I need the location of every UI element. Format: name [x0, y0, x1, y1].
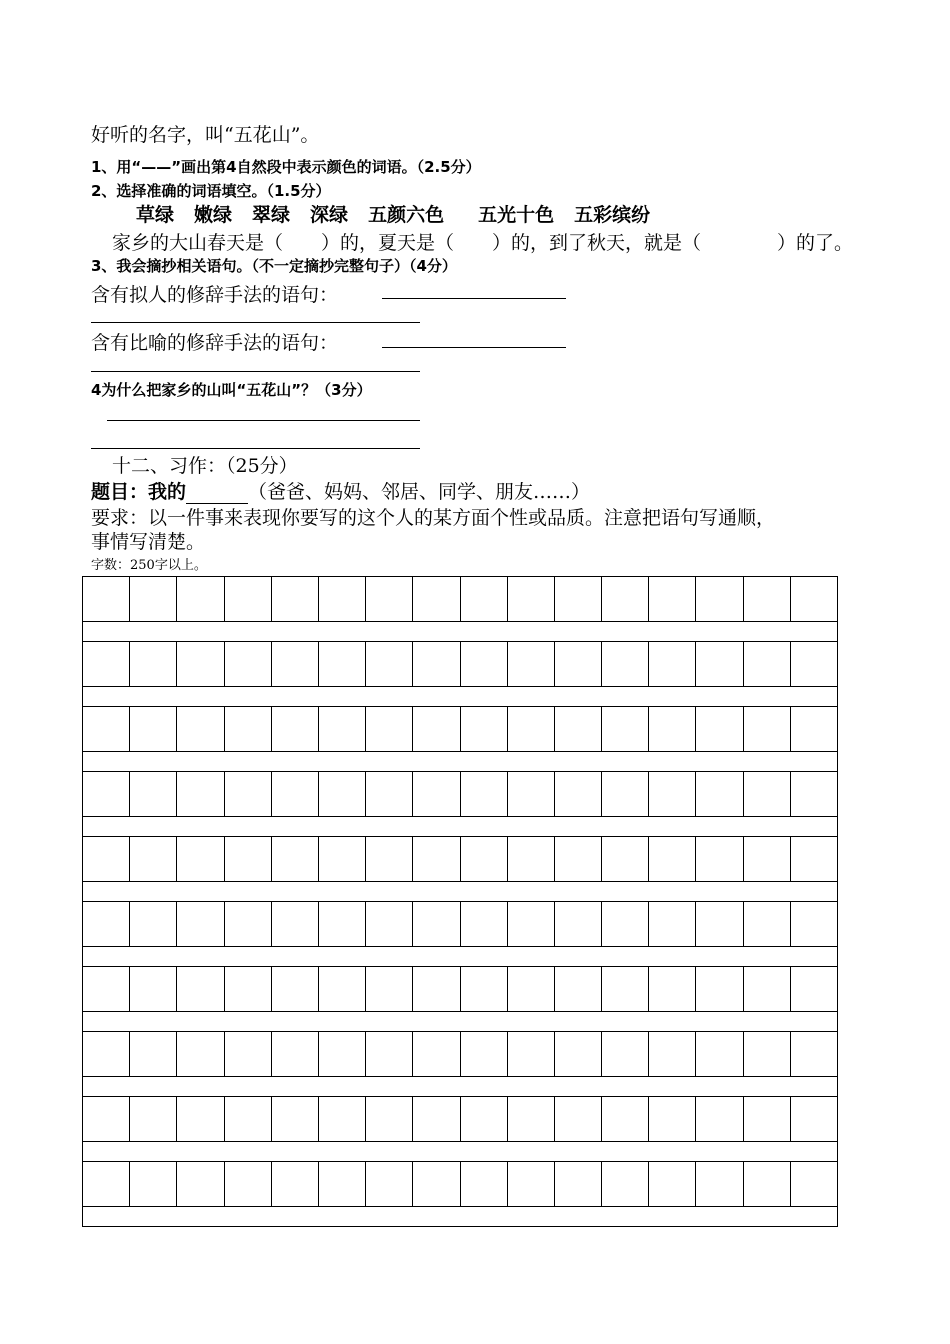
grid-cell[interactable]	[130, 967, 177, 1011]
grid-cell[interactable]	[413, 837, 460, 881]
grid-cell[interactable]	[319, 577, 366, 621]
grid-cell[interactable]	[319, 772, 366, 816]
grid-cell[interactable]	[461, 1032, 508, 1076]
grid-cell[interactable]	[508, 967, 555, 1011]
grid-gap	[83, 687, 837, 707]
grid-cell[interactable]	[791, 577, 837, 621]
word-choice: 草绿	[136, 204, 175, 226]
grid-cell[interactable]	[791, 1032, 837, 1076]
grid-cell[interactable]	[225, 1162, 272, 1206]
grid-cell[interactable]	[744, 967, 791, 1011]
grid-cell[interactable]	[696, 967, 743, 1011]
grid-cell[interactable]	[696, 837, 743, 881]
grid-cell[interactable]	[602, 707, 649, 751]
grid-gap	[83, 1207, 837, 1227]
grid-cell[interactable]	[744, 707, 791, 751]
grid-cell[interactable]	[366, 1032, 413, 1076]
grid-cell[interactable]	[696, 577, 743, 621]
grid-cell[interactable]	[649, 1162, 696, 1206]
grid-cell[interactable]	[319, 1032, 366, 1076]
grid-cell[interactable]	[791, 772, 837, 816]
grid-cell[interactable]	[508, 772, 555, 816]
question-1: 1、用“——”画出第4自然段中表示颜色的词语。（2.5分）	[91, 158, 481, 176]
grid-cell[interactable]	[555, 707, 602, 751]
grid-cell[interactable]	[319, 967, 366, 1011]
grid-cell[interactable]	[177, 577, 224, 621]
intro-line: 好听的名字，叫“五花山”。	[91, 124, 320, 146]
grid-cell[interactable]	[177, 837, 224, 881]
grid-cell[interactable]	[649, 902, 696, 946]
grid-cell[interactable]	[461, 837, 508, 881]
grid-cell[interactable]	[413, 1032, 460, 1076]
answer-line[interactable]	[382, 298, 566, 299]
grid-cell[interactable]	[272, 1032, 319, 1076]
grid-cell[interactable]	[508, 1097, 555, 1141]
grid-cell[interactable]	[791, 642, 837, 686]
grid-row	[83, 902, 837, 947]
answer-line[interactable]	[91, 322, 420, 323]
grid-row	[83, 837, 837, 882]
grid-cell[interactable]	[83, 1162, 130, 1206]
grid-cell[interactable]	[413, 1162, 460, 1206]
grid-cell[interactable]	[413, 577, 460, 621]
grid-cell[interactable]	[177, 772, 224, 816]
grid-cell[interactable]	[319, 707, 366, 751]
grid-row	[83, 1032, 837, 1077]
grid-cell[interactable]	[649, 967, 696, 1011]
grid-cell[interactable]	[555, 902, 602, 946]
word-choice: 五光十色	[478, 204, 555, 226]
grid-cell[interactable]	[696, 1097, 743, 1141]
grid-cell[interactable]	[272, 1097, 319, 1141]
grid-cell[interactable]	[130, 707, 177, 751]
grid-cell[interactable]	[791, 1097, 837, 1141]
grid-cell[interactable]	[319, 1162, 366, 1206]
requirement-line-1: 要求：以一件事来表现你要写的这个人的某方面个性或品质。注意把语句写通顺，	[91, 507, 776, 529]
grid-cell[interactable]	[602, 1032, 649, 1076]
grid-cell[interactable]	[130, 1162, 177, 1206]
grid-cell[interactable]	[130, 837, 177, 881]
writing-grid[interactable]	[82, 576, 838, 1227]
grid-cell[interactable]	[130, 902, 177, 946]
grid-cell[interactable]	[649, 577, 696, 621]
grid-cell[interactable]	[696, 1032, 743, 1076]
essay-topic-blank[interactable]	[186, 485, 248, 504]
grid-cell[interactable]	[555, 1162, 602, 1206]
grid-cell[interactable]	[602, 902, 649, 946]
grid-cell[interactable]	[272, 837, 319, 881]
grid-cell[interactable]	[225, 707, 272, 751]
grid-gap	[83, 1012, 837, 1032]
grid-cell[interactable]	[366, 642, 413, 686]
grid-cell[interactable]	[413, 772, 460, 816]
requirement-line-2: 事情写清楚。	[91, 531, 206, 553]
grid-cell[interactable]	[272, 902, 319, 946]
grid-cell[interactable]	[744, 837, 791, 881]
answer-line[interactable]	[107, 420, 420, 421]
grid-cell[interactable]	[602, 642, 649, 686]
grid-cell[interactable]	[649, 1097, 696, 1141]
grid-cell[interactable]	[649, 1032, 696, 1076]
grid-cell[interactable]	[130, 772, 177, 816]
essay-topic	[91, 477, 590, 504]
grid-cell[interactable]	[791, 967, 837, 1011]
grid-row	[83, 1162, 837, 1207]
grid-cell[interactable]	[272, 707, 319, 751]
grid-cell[interactable]	[130, 1097, 177, 1141]
word-count: 字数：250字以上。	[91, 558, 207, 573]
answer-line[interactable]	[382, 347, 566, 348]
grid-cell[interactable]	[696, 642, 743, 686]
grid-cell[interactable]	[366, 707, 413, 751]
grid-cell[interactable]	[225, 642, 272, 686]
grid-cell[interactable]	[649, 772, 696, 816]
grid-cell[interactable]	[413, 642, 460, 686]
grid-cell[interactable]	[696, 1162, 743, 1206]
grid-cell[interactable]	[744, 642, 791, 686]
grid-cell[interactable]	[366, 772, 413, 816]
grid-cell[interactable]	[602, 1097, 649, 1141]
grid-gap	[83, 817, 837, 837]
grid-cell[interactable]	[413, 902, 460, 946]
grid-cell[interactable]	[130, 577, 177, 621]
grid-cell[interactable]	[508, 1032, 555, 1076]
grid-cell[interactable]	[225, 902, 272, 946]
grid-cell[interactable]	[602, 772, 649, 816]
word-choice: 嫩绿	[194, 204, 233, 226]
grid-cell[interactable]	[461, 707, 508, 751]
essay-topic-label: 题目：我的	[91, 481, 187, 503]
grid-cell[interactable]	[696, 902, 743, 946]
simile-label: 含有比喻的修辞手法的语句：	[91, 332, 339, 354]
grid-cell[interactable]	[177, 902, 224, 946]
grid-cell[interactable]	[555, 772, 602, 816]
grid-cell[interactable]	[83, 967, 130, 1011]
grid-cell[interactable]	[508, 642, 555, 686]
grid-cell[interactable]	[791, 902, 837, 946]
grid-cell[interactable]	[319, 837, 366, 881]
grid-cell[interactable]	[130, 642, 177, 686]
grid-cell[interactable]	[177, 642, 224, 686]
grid-cell[interactable]	[83, 1032, 130, 1076]
grid-cell[interactable]	[413, 1097, 460, 1141]
grid-cell[interactable]	[744, 772, 791, 816]
grid-cell[interactable]	[555, 837, 602, 881]
grid-gap	[83, 622, 837, 642]
grid-cell[interactable]	[225, 837, 272, 881]
grid-cell[interactable]	[177, 1162, 224, 1206]
grid-cell[interactable]	[366, 837, 413, 881]
grid-cell[interactable]	[177, 1097, 224, 1141]
grid-cell[interactable]	[744, 1162, 791, 1206]
grid-cell[interactable]	[555, 642, 602, 686]
grid-cell[interactable]	[225, 1097, 272, 1141]
grid-cell[interactable]	[272, 642, 319, 686]
grid-cell[interactable]	[696, 772, 743, 816]
grid-cell[interactable]	[83, 902, 130, 946]
grid-gap	[83, 882, 837, 902]
grid-cell[interactable]	[319, 902, 366, 946]
grid-cell[interactable]	[461, 902, 508, 946]
grid-cell[interactable]	[461, 967, 508, 1011]
grid-cell[interactable]	[366, 577, 413, 621]
grid-row	[83, 1097, 837, 1142]
grid-cell[interactable]	[225, 772, 272, 816]
grid-cell[interactable]	[366, 1097, 413, 1141]
grid-cell[interactable]	[177, 707, 224, 751]
grid-cell[interactable]	[177, 967, 224, 1011]
grid-cell[interactable]	[791, 707, 837, 751]
grid-cell[interactable]	[649, 837, 696, 881]
grid-cell[interactable]	[272, 967, 319, 1011]
grid-cell[interactable]	[602, 577, 649, 621]
grid-cell[interactable]	[461, 1162, 508, 1206]
grid-cell[interactable]	[744, 1032, 791, 1076]
grid-row	[83, 642, 837, 687]
section-title: 十二、习作：（25分）	[112, 455, 298, 477]
grid-cell[interactable]	[602, 967, 649, 1011]
grid-cell[interactable]	[83, 577, 130, 621]
grid-cell[interactable]	[791, 837, 837, 881]
grid-cell[interactable]	[272, 772, 319, 816]
grid-cell[interactable]	[744, 577, 791, 621]
grid-cell[interactable]	[555, 577, 602, 621]
grid-cell[interactable]	[744, 1097, 791, 1141]
grid-row	[83, 772, 837, 817]
grid-cell[interactable]	[366, 1162, 413, 1206]
grid-row	[83, 707, 837, 752]
grid-cell[interactable]	[649, 707, 696, 751]
grid-gap	[83, 1142, 837, 1162]
grid-gap	[83, 752, 837, 772]
word-choices	[136, 200, 670, 227]
grid-cell[interactable]	[508, 1162, 555, 1206]
grid-gap	[83, 1077, 837, 1097]
grid-cell[interactable]	[413, 967, 460, 1011]
grid-cell[interactable]	[555, 1032, 602, 1076]
grid-cell[interactable]	[461, 577, 508, 621]
word-choice: 五颜六色	[368, 204, 445, 226]
grid-cell[interactable]	[555, 967, 602, 1011]
grid-cell[interactable]	[366, 967, 413, 1011]
grid-cell[interactable]	[366, 902, 413, 946]
grid-cell[interactable]	[696, 707, 743, 751]
word-choice: 五彩缤纷	[574, 204, 651, 226]
answer-line[interactable]	[91, 371, 420, 372]
grid-cell[interactable]	[744, 902, 791, 946]
grid-cell[interactable]	[83, 772, 130, 816]
grid-cell[interactable]	[130, 1032, 177, 1076]
grid-cell[interactable]	[508, 837, 555, 881]
grid-row	[83, 577, 837, 622]
grid-cell[interactable]	[413, 707, 460, 751]
word-choice: 翠绿	[252, 204, 291, 226]
grid-cell[interactable]	[272, 1162, 319, 1206]
grid-gap	[83, 947, 837, 967]
question-4: 4为什么把家乡的山叫“五花山”？（3分）	[91, 381, 372, 399]
answer-line[interactable]	[91, 448, 420, 449]
grid-cell[interactable]	[225, 1032, 272, 1076]
grid-cell[interactable]	[508, 902, 555, 946]
grid-cell[interactable]	[272, 577, 319, 621]
question-3: 3、我会摘抄相关语句。（不一定摘抄完整句子）（4分）	[91, 257, 457, 275]
grid-cell[interactable]	[461, 1097, 508, 1141]
grid-cell[interactable]	[791, 1162, 837, 1206]
grid-cell[interactable]	[461, 642, 508, 686]
grid-cell[interactable]	[602, 837, 649, 881]
grid-cell[interactable]	[225, 967, 272, 1011]
grid-cell[interactable]	[649, 642, 696, 686]
essay-topic-options: （爸爸、妈妈、邻居、同学、朋友……）	[248, 481, 591, 503]
grid-cell[interactable]	[319, 642, 366, 686]
grid-cell[interactable]	[83, 707, 130, 751]
grid-cell[interactable]	[508, 577, 555, 621]
grid-cell[interactable]	[177, 1032, 224, 1076]
word-choice: 深绿	[310, 204, 349, 226]
fill-sentence: 家乡的大山春天是（ ）的，夏天是（ ）的，到了秋天，就是（ ）的了。	[112, 232, 854, 254]
personification-label: 含有拟人的修辞手法的语句：	[91, 284, 339, 306]
grid-cell[interactable]	[319, 1097, 366, 1141]
grid-row	[83, 967, 837, 1012]
grid-cell[interactable]	[83, 1097, 130, 1141]
grid-cell[interactable]	[602, 1162, 649, 1206]
grid-cell[interactable]	[83, 837, 130, 881]
grid-cell[interactable]	[508, 707, 555, 751]
grid-cell[interactable]	[555, 1097, 602, 1141]
grid-cell[interactable]	[83, 642, 130, 686]
grid-cell[interactable]	[225, 577, 272, 621]
grid-cell[interactable]	[461, 772, 508, 816]
question-2: 2、选择准确的词语填空。（1.5分）	[91, 182, 331, 200]
